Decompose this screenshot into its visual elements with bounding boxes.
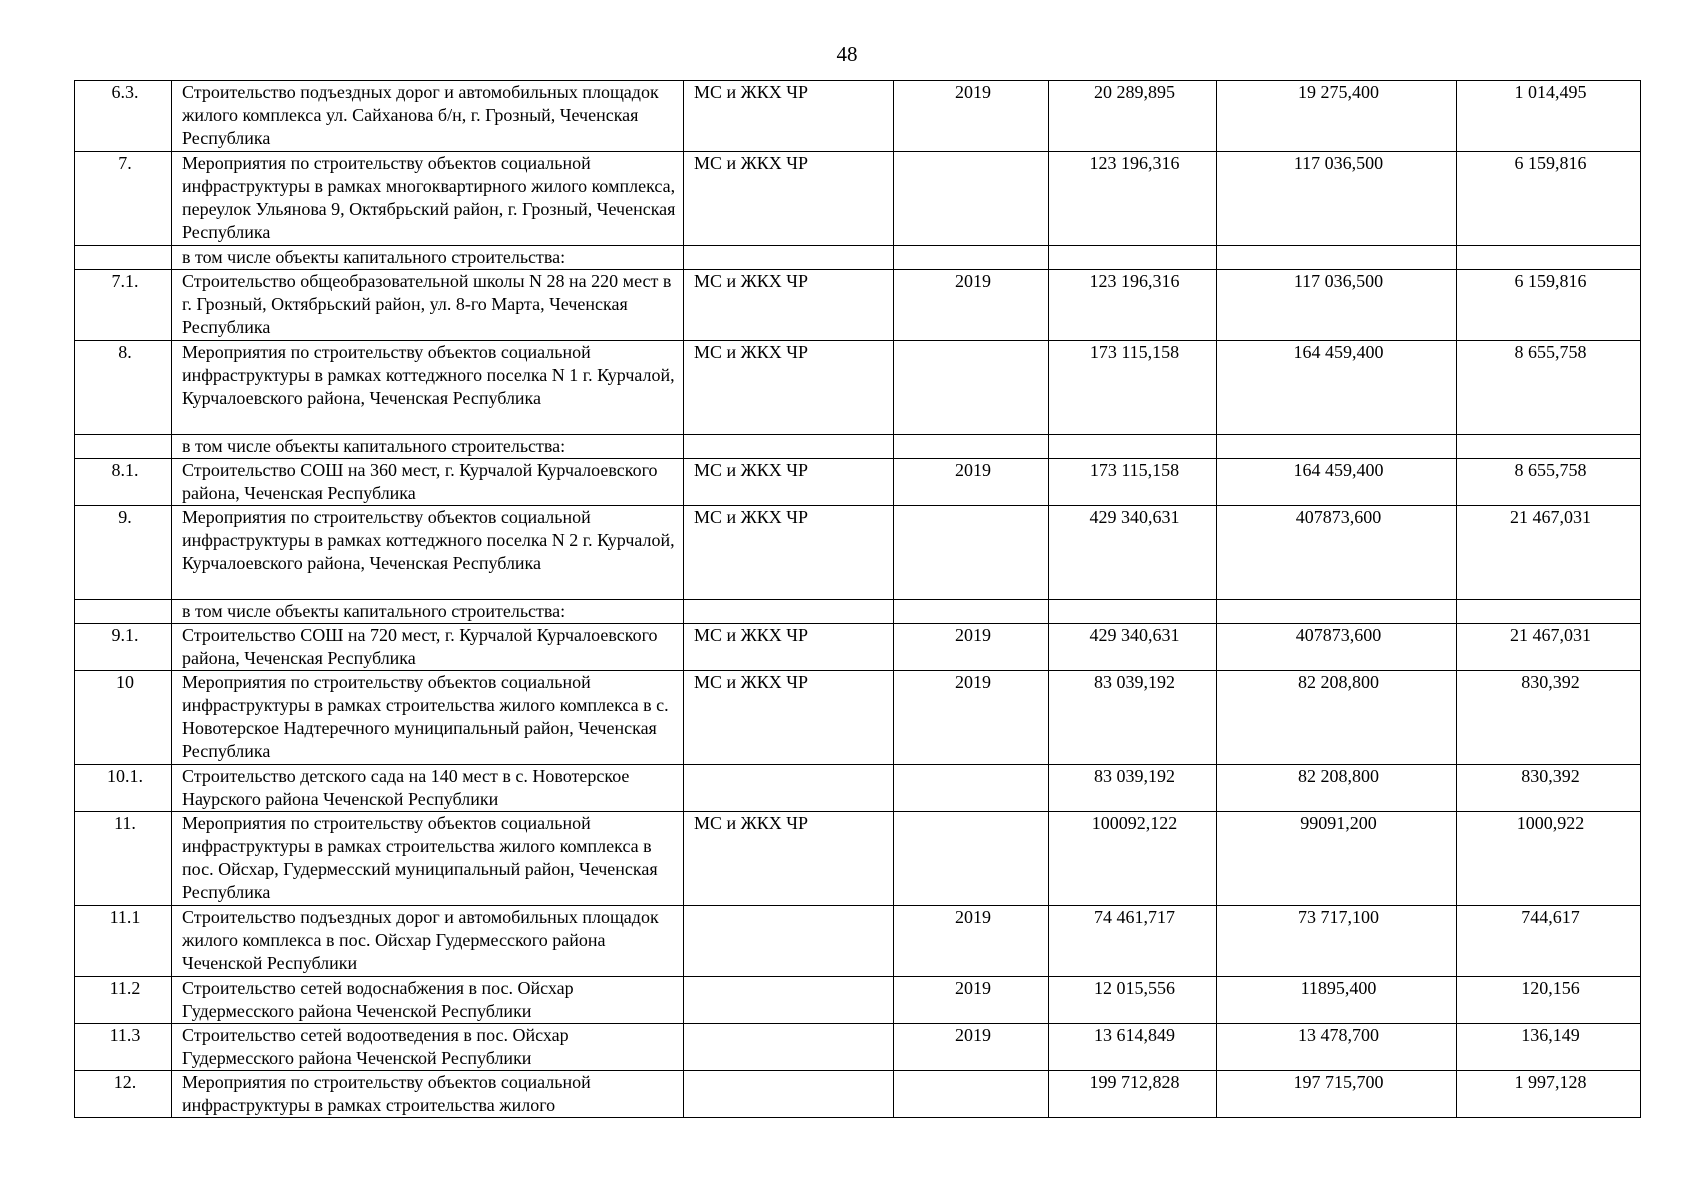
row-number: 10 xyxy=(75,671,172,765)
amount-total: 429 340,631 xyxy=(1049,624,1217,671)
amount-col3: 744,617 xyxy=(1457,906,1641,977)
row-number: 8. xyxy=(75,341,172,435)
year: 2019 xyxy=(894,624,1049,671)
responsible xyxy=(684,765,894,812)
amount-col3: 136,149 xyxy=(1457,1024,1641,1071)
row-number: 12. xyxy=(75,1071,172,1118)
activity-name: Строительство подъездных дорог и автомобильных площадок жилого комплекса в пос. Ойсхар Гудермесского района Чеченской Республики xyxy=(172,906,684,977)
activity-name: Строительство СОШ на 360 мест, г. Курчалой Курчалоевского района, Чеченская Республика xyxy=(172,459,684,506)
amount-col2: 99091,200 xyxy=(1217,812,1457,906)
table-row xyxy=(75,435,1641,459)
row-number: 11.3 xyxy=(75,1024,172,1071)
responsible xyxy=(684,435,894,459)
responsible: МС и ЖКХ ЧР xyxy=(684,624,894,671)
responsible xyxy=(684,1071,894,1118)
amount-col2: 73 717,100 xyxy=(1217,906,1457,977)
amount-col3: 6 159,816 xyxy=(1457,270,1641,341)
amount-total: 74 461,717 xyxy=(1049,906,1217,977)
row-number: 6.3. xyxy=(75,81,172,152)
row-number: 11.1 xyxy=(75,906,172,977)
amount-col2: 13 478,700 xyxy=(1217,1024,1457,1071)
amount-col2 xyxy=(1217,600,1457,624)
table-row xyxy=(75,812,1641,906)
amount-col2: 82 208,800 xyxy=(1217,765,1457,812)
amount-col2 xyxy=(1217,435,1457,459)
table-row xyxy=(75,459,1641,506)
amount-col2: 164 459,400 xyxy=(1217,341,1457,435)
amount-col3: 8 655,758 xyxy=(1457,341,1641,435)
year xyxy=(894,152,1049,246)
table-row xyxy=(75,1071,1641,1118)
table-row xyxy=(75,977,1641,1024)
activity-name: Мероприятия по строительству объектов социальной инфраструктуры в рамках многоквартирного жилого комплекса, переулок Ульянова 9, Октябрьский район, г. Грозный, Чеченская Республика xyxy=(172,152,684,246)
amount-col2 xyxy=(1217,246,1457,270)
table-row xyxy=(75,152,1641,246)
program-table xyxy=(74,80,1641,1118)
year: 2019 xyxy=(894,977,1049,1024)
amount-total: 83 039,192 xyxy=(1049,671,1217,765)
amount-col2: 82 208,800 xyxy=(1217,671,1457,765)
year xyxy=(894,812,1049,906)
year: 2019 xyxy=(894,459,1049,506)
amount-col3 xyxy=(1457,246,1641,270)
amount-total xyxy=(1049,600,1217,624)
year xyxy=(894,1071,1049,1118)
amount-total: 12 015,556 xyxy=(1049,977,1217,1024)
year: 2019 xyxy=(894,906,1049,977)
responsible xyxy=(684,246,894,270)
amount-col2: 197 715,700 xyxy=(1217,1071,1457,1118)
table-row xyxy=(75,246,1641,270)
amount-total xyxy=(1049,246,1217,270)
responsible: МС и ЖКХ ЧР xyxy=(684,671,894,765)
amount-total: 123 196,316 xyxy=(1049,270,1217,341)
responsible: МС и ЖКХ ЧР xyxy=(684,341,894,435)
table-row xyxy=(75,81,1641,152)
page-number: 48 xyxy=(836,42,858,66)
amount-total: 13 614,849 xyxy=(1049,1024,1217,1071)
amount-col3: 8 655,758 xyxy=(1457,459,1641,506)
year: 2019 xyxy=(894,81,1049,152)
amount-total: 83 039,192 xyxy=(1049,765,1217,812)
activity-name: в том числе объекты капитального строительства: xyxy=(172,600,684,624)
amount-total: 173 115,158 xyxy=(1049,341,1217,435)
amount-total: 173 115,158 xyxy=(1049,459,1217,506)
amount-col2: 117 036,500 xyxy=(1217,152,1457,246)
row-number: 9.1. xyxy=(75,624,172,671)
year xyxy=(894,246,1049,270)
amount-col2: 11895,400 xyxy=(1217,977,1457,1024)
year xyxy=(894,435,1049,459)
amount-col2: 164 459,400 xyxy=(1217,459,1457,506)
responsible xyxy=(684,977,894,1024)
row-number xyxy=(75,600,172,624)
year xyxy=(894,341,1049,435)
activity-name: Строительство детского сада на 140 мест в с. Новотерское Наурского района Чеченской Республики xyxy=(172,765,684,812)
table-row xyxy=(75,624,1641,671)
amount-col3: 21 467,031 xyxy=(1457,506,1641,600)
table-row xyxy=(75,671,1641,765)
amount-total: 123 196,316 xyxy=(1049,152,1217,246)
amount-col3: 120,156 xyxy=(1457,977,1641,1024)
amount-col2: 407873,600 xyxy=(1217,506,1457,600)
responsible xyxy=(684,906,894,977)
responsible: МС и ЖКХ ЧР xyxy=(684,812,894,906)
row-number: 11.2 xyxy=(75,977,172,1024)
amount-col2: 407873,600 xyxy=(1217,624,1457,671)
amount-total: 199 712,828 xyxy=(1049,1071,1217,1118)
activity-name: Мероприятия по строительству объектов социальной инфраструктуры в рамках коттеджного поселка N 1 г. Курчалой, Курчалоевского района, Чеченская Республика xyxy=(172,341,684,435)
amount-total: 100092,122 xyxy=(1049,812,1217,906)
amount-total: 429 340,631 xyxy=(1049,506,1217,600)
activity-name: в том числе объекты капитального строительства: xyxy=(172,435,684,459)
responsible: МС и ЖКХ ЧР xyxy=(684,152,894,246)
row-number xyxy=(75,435,172,459)
year xyxy=(894,765,1049,812)
row-number: 9. xyxy=(75,506,172,600)
amount-col3: 830,392 xyxy=(1457,765,1641,812)
year xyxy=(894,600,1049,624)
amount-col3: 1 014,495 xyxy=(1457,81,1641,152)
table-row xyxy=(75,270,1641,341)
year: 2019 xyxy=(894,270,1049,341)
activity-name: Строительство общеобразовательной школы N 28 на 220 мест в г. Грозный, Октябрьский район, ул. 8-го Марта, Чеченская Республика xyxy=(172,270,684,341)
amount-total xyxy=(1049,435,1217,459)
year: 2019 xyxy=(894,671,1049,765)
amount-col3: 21 467,031 xyxy=(1457,624,1641,671)
amount-col3: 6 159,816 xyxy=(1457,152,1641,246)
activity-name: Мероприятия по строительству объектов социальной инфраструктуры в рамках строительства жилого комплекса в пос. Ойсхар, Гудермесский муниципальный район, Чеченская Республика xyxy=(172,812,684,906)
amount-total: 20 289,895 xyxy=(1049,81,1217,152)
activity-name: Мероприятия по строительству объектов социальной инфраструктуры в рамках коттеджного поселка N 2 г. Курчалой, Курчалоевского района, Чеченская Республика xyxy=(172,506,684,600)
amount-col2: 117 036,500 xyxy=(1217,270,1457,341)
year: 2019 xyxy=(894,1024,1049,1071)
responsible xyxy=(684,1024,894,1071)
table-row xyxy=(75,906,1641,977)
amount-col3: 1 997,128 xyxy=(1457,1071,1641,1118)
amount-col2: 19 275,400 xyxy=(1217,81,1457,152)
table-row xyxy=(75,341,1641,435)
activity-name: Мероприятия по строительству объектов социальной инфраструктуры в рамках строительства жилого xyxy=(172,1071,684,1118)
activity-name: Строительство СОШ на 720 мест, г. Курчалой Курчалоевского района, Чеченская Республика xyxy=(172,624,684,671)
responsible: МС и ЖКХ ЧР xyxy=(684,270,894,341)
amount-col3 xyxy=(1457,435,1641,459)
year xyxy=(894,506,1049,600)
responsible: МС и ЖКХ ЧР xyxy=(684,506,894,600)
table-row xyxy=(75,1024,1641,1071)
responsible xyxy=(684,600,894,624)
row-number: 11. xyxy=(75,812,172,906)
responsible: МС и ЖКХ ЧР xyxy=(684,81,894,152)
table-row xyxy=(75,600,1641,624)
amount-col3: 830,392 xyxy=(1457,671,1641,765)
row-number: 8.1. xyxy=(75,459,172,506)
activity-name: Мероприятия по строительству объектов социальной инфраструктуры в рамках строительства жилого комплекса в с. Новотерское Надтеречного муниципальный район, Чеченская Республика xyxy=(172,671,684,765)
activity-name: Строительство сетей водоотведения в пос. Ойсхар Гудермесского района Чеченской Республики xyxy=(172,1024,684,1071)
table-row xyxy=(75,765,1641,812)
row-number xyxy=(75,246,172,270)
row-number: 7.1. xyxy=(75,270,172,341)
activity-name: в том числе объекты капитального строительства: xyxy=(172,246,684,270)
table-row xyxy=(75,506,1641,600)
amount-col3 xyxy=(1457,600,1641,624)
row-number: 7. xyxy=(75,152,172,246)
activity-name: Строительство сетей водоснабжения в пос. Ойсхар Гудермесского района Чеченской Республики xyxy=(172,977,684,1024)
row-number: 10.1. xyxy=(75,765,172,812)
amount-col3: 1000,922 xyxy=(1457,812,1641,906)
responsible: МС и ЖКХ ЧР xyxy=(684,459,894,506)
activity-name: Строительство подъездных дорог и автомобильных площадок жилого комплекса ул. Сайханова б/н, г. Грозный, Чеченская Республика xyxy=(172,81,684,152)
